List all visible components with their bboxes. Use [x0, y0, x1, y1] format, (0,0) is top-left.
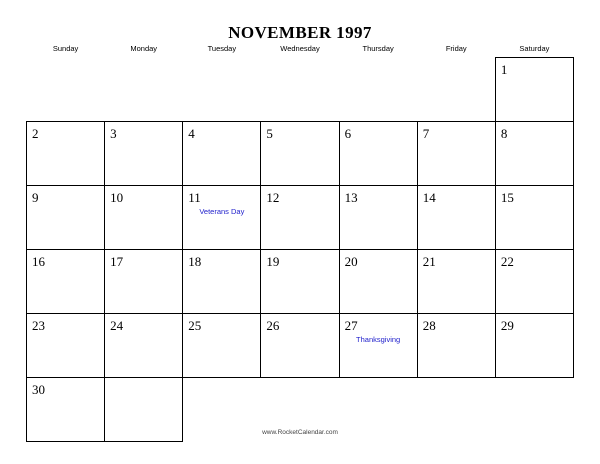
day-event-label: Thanksgiving [356, 335, 401, 344]
calendar-week-row [27, 58, 574, 122]
calendar-day-cell[interactable] [495, 122, 573, 186]
day-number: 28 [422, 318, 436, 333]
weekday-header-row [27, 44, 574, 58]
calendar-day-cell[interactable] [339, 314, 417, 378]
day-number: 7 [422, 126, 430, 141]
day-number: 26 [266, 318, 280, 333]
day-event-label: Veterans Day [199, 207, 245, 216]
day-number: 13 [344, 190, 358, 205]
day-number: 19 [266, 254, 280, 269]
day-number: 14 [422, 190, 436, 205]
weekday-header-saturday: Saturday [519, 44, 550, 53]
day-number: 10 [110, 190, 124, 205]
day-number: 20 [344, 254, 358, 269]
day-number: 11 [188, 190, 201, 205]
calendar-day-cell[interactable] [495, 250, 573, 314]
day-number: 3 [110, 126, 117, 141]
calendar-day-cell[interactable] [27, 314, 105, 378]
day-number: 17 [110, 254, 124, 269]
calendar-day-cell[interactable] [261, 250, 339, 314]
calendar-day-cell[interactable] [339, 250, 417, 314]
calendar-day-cell[interactable] [495, 314, 573, 378]
calendar-day-cell[interactable] [183, 314, 261, 378]
calendar-day-cell[interactable] [105, 250, 183, 314]
calendar-day-cell[interactable] [417, 122, 495, 186]
day-number: 15 [500, 190, 514, 205]
day-number: 8 [500, 126, 508, 141]
weekday-header-thursday: Thursday [362, 44, 394, 54]
calendar-week-row [27, 122, 574, 186]
calendar-header-row [27, 44, 574, 58]
calendar-day-cell[interactable] [183, 186, 261, 250]
calendar-day-cell[interactable] [495, 58, 573, 122]
weekday-header-sunday: Sunday [52, 44, 79, 54]
calendar-day-cell[interactable] [105, 122, 183, 186]
weekday-header-tuesday: Tuesday [207, 44, 237, 54]
calendar-day-cell[interactable] [183, 122, 261, 186]
calendar-day-cell[interactable] [105, 314, 183, 378]
calendar-day-cell[interactable] [261, 122, 339, 186]
calendar-day-cell[interactable] [339, 186, 417, 250]
calendar-cell-empty [183, 58, 261, 122]
day-number: 24 [110, 318, 124, 333]
calendar-day-cell[interactable] [339, 122, 417, 186]
day-number: 6 [344, 126, 352, 141]
calendar-day-cell[interactable] [27, 122, 105, 186]
calendar-cell-empty [417, 58, 495, 122]
day-number: 12 [266, 190, 280, 205]
day-number: 9 [32, 190, 39, 205]
calendar-day-cell[interactable] [27, 250, 105, 314]
page-title: NOVEMBER 1997 [228, 23, 372, 42]
calendar-day-cell[interactable] [261, 314, 339, 378]
day-number: 22 [500, 254, 514, 269]
calendar-day-cell[interactable] [183, 250, 261, 314]
day-number: 27 [344, 318, 358, 333]
day-number: 21 [422, 254, 436, 269]
day-number: 5 [266, 126, 273, 141]
calendar-table [26, 44, 574, 442]
calendar-body [27, 58, 574, 442]
calendar-cell-empty [27, 58, 105, 122]
weekday-header-monday: Monday [130, 44, 158, 54]
calendar-day-cell[interactable] [417, 314, 495, 378]
day-number: 29 [500, 318, 514, 333]
calendar-cell-empty [339, 58, 417, 122]
weekday-header-friday: Friday [445, 44, 467, 54]
calendar-day-cell[interactable] [27, 186, 105, 250]
day-number: 16 [32, 254, 45, 269]
calendar-day-cell[interactable] [417, 186, 495, 250]
day-number: 2 [32, 126, 39, 141]
footer-credit: www.RocketCalendar.com [262, 429, 338, 436]
calendar-week-row [27, 186, 574, 250]
calendar-week-row [27, 250, 574, 314]
day-number: 23 [32, 318, 45, 333]
calendar-day-cell[interactable] [417, 250, 495, 314]
calendar-cell-empty [105, 58, 183, 122]
calendar-day-cell[interactable] [105, 186, 183, 250]
calendar-week-row [27, 314, 574, 378]
day-number: 25 [188, 318, 202, 333]
day-number: 1 [500, 62, 508, 77]
day-number: 4 [188, 126, 195, 141]
day-number: 18 [188, 254, 202, 269]
calendar-grid-wrapper [26, 44, 574, 442]
calendar-day-cell[interactable] [261, 186, 339, 250]
calendar-day-cell[interactable] [495, 186, 573, 250]
weekday-header-wednesday: Wednesday [280, 44, 320, 54]
day-number: 30 [32, 382, 45, 397]
calendar-cell-empty [261, 58, 339, 122]
day-number [105, 378, 182, 383]
